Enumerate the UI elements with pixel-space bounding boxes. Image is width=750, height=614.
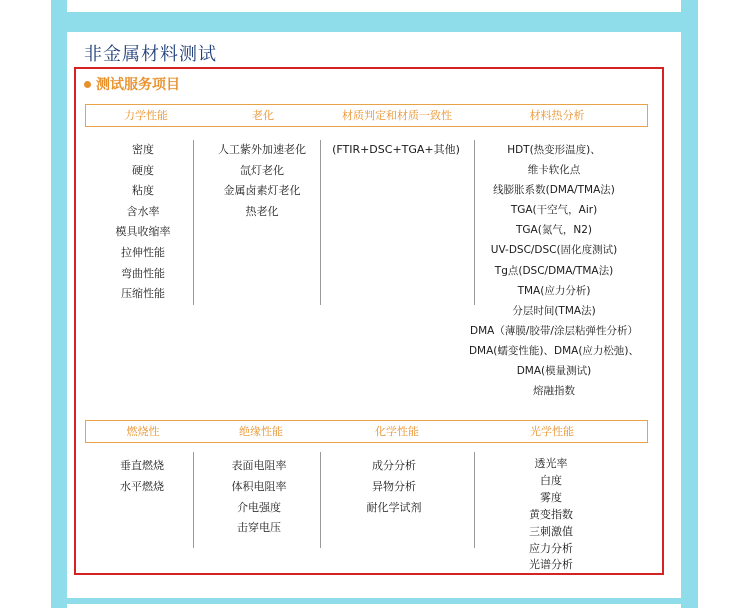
list-item: 拉伸性能: [121, 245, 165, 259]
flammability-list: [120, 456, 164, 498]
list-item: 密度: [132, 143, 154, 156]
list-item: 含水率: [126, 204, 160, 218]
list-item: 白度: [540, 473, 562, 487]
list-item: 粘度: [132, 184, 154, 198]
list-item: 分层时间(TMA法): [512, 304, 596, 317]
list-item: 维卡软化点: [527, 164, 581, 177]
list-item: DMA（薄膜/胶带/涂层粘弹性分析）: [470, 324, 638, 337]
bullet-dot-icon: [84, 81, 91, 88]
header-aging: 老化: [252, 109, 274, 122]
list-item: 成分分析: [372, 459, 416, 472]
top-header-bar: [85, 104, 648, 127]
column-divider: [474, 452, 475, 548]
list-item: 异物分析: [372, 479, 416, 493]
mechanical-list: [116, 140, 171, 305]
aging-list: [218, 140, 306, 222]
chemical-list: [367, 456, 422, 518]
list-item: 透光率: [534, 457, 568, 470]
list-item: TGA(氮气，N2): [516, 224, 592, 237]
list-item: 熔融指数: [532, 385, 575, 398]
list-item: 黄变指数: [529, 507, 573, 521]
header-mechanical: 力学性能: [124, 109, 168, 122]
list-item: DMA(模量测试): [516, 365, 592, 378]
header-flammability: 燃烧性: [126, 425, 160, 438]
list-item: TGA(干空气，Air): [510, 204, 598, 217]
column-divider: [193, 452, 194, 548]
list-item: HDT(热变形温度)、: [507, 144, 601, 156]
header-chemical: 化学性能: [375, 425, 419, 438]
list-item: (FTIR+DSC+TGA+其他): [332, 143, 460, 156]
section-title-text: 测试服务项目: [96, 77, 180, 93]
material-identification-list: [332, 140, 460, 161]
list-item: 氙灯老化: [240, 163, 284, 177]
list-item: Tg点(DSC/DMA/TMA法): [494, 264, 614, 277]
insulation-list: [232, 456, 287, 539]
list-item: TMA(应力分析): [517, 284, 591, 297]
list-item: 介电强度: [237, 500, 281, 514]
header-optical: 光学性能: [530, 425, 574, 438]
next-card: [67, 604, 681, 614]
list-item: 热老化: [245, 204, 279, 218]
thermal-analysis-list: [469, 140, 639, 401]
list-item: 模具收缩率: [115, 225, 171, 239]
list-item: 人工紫外加速老化: [218, 143, 306, 156]
column-divider: [320, 452, 321, 548]
list-item: DMA(蠕变性能)、DMA(应力松弛)、: [468, 344, 640, 357]
list-item: 耐化学试剂: [366, 500, 422, 514]
list-item: 应力分析: [529, 541, 573, 555]
list-item: 光谱分析: [529, 558, 573, 572]
list-item: 雾度: [540, 490, 562, 504]
list-item: 垂直燃烧: [120, 459, 164, 472]
list-item: 金属卤素灯老化: [223, 184, 301, 198]
list-item: 水平燃烧: [120, 479, 164, 493]
list-item: UV-DSC/DSC(固化度测试): [490, 244, 618, 257]
list-item: 压缩性能: [121, 287, 165, 301]
header-thermal-analysis: 材料热分析: [529, 109, 585, 122]
previous-card: [67, 0, 681, 12]
section-title: [84, 74, 180, 94]
header-material-identification: 材质判定和材质一致性: [342, 109, 452, 122]
bottom-header-bar: [85, 420, 648, 443]
list-item: 硬度: [132, 163, 154, 177]
list-item: 弯曲性能: [121, 266, 165, 280]
list-item: 表面电阻率: [231, 459, 287, 472]
list-item: 线膨胀系数(DMA/TMA法): [493, 184, 615, 197]
header-insulation: 绝缘性能: [239, 425, 283, 438]
page-title: 非金属材料测试: [84, 44, 217, 65]
list-item: 三刺激值: [529, 524, 573, 538]
column-divider: [320, 140, 321, 305]
list-item: 击穿电压: [237, 521, 281, 535]
optical-list: [529, 456, 573, 574]
list-item: 体积电阻率: [231, 479, 287, 493]
column-divider: [193, 140, 194, 305]
